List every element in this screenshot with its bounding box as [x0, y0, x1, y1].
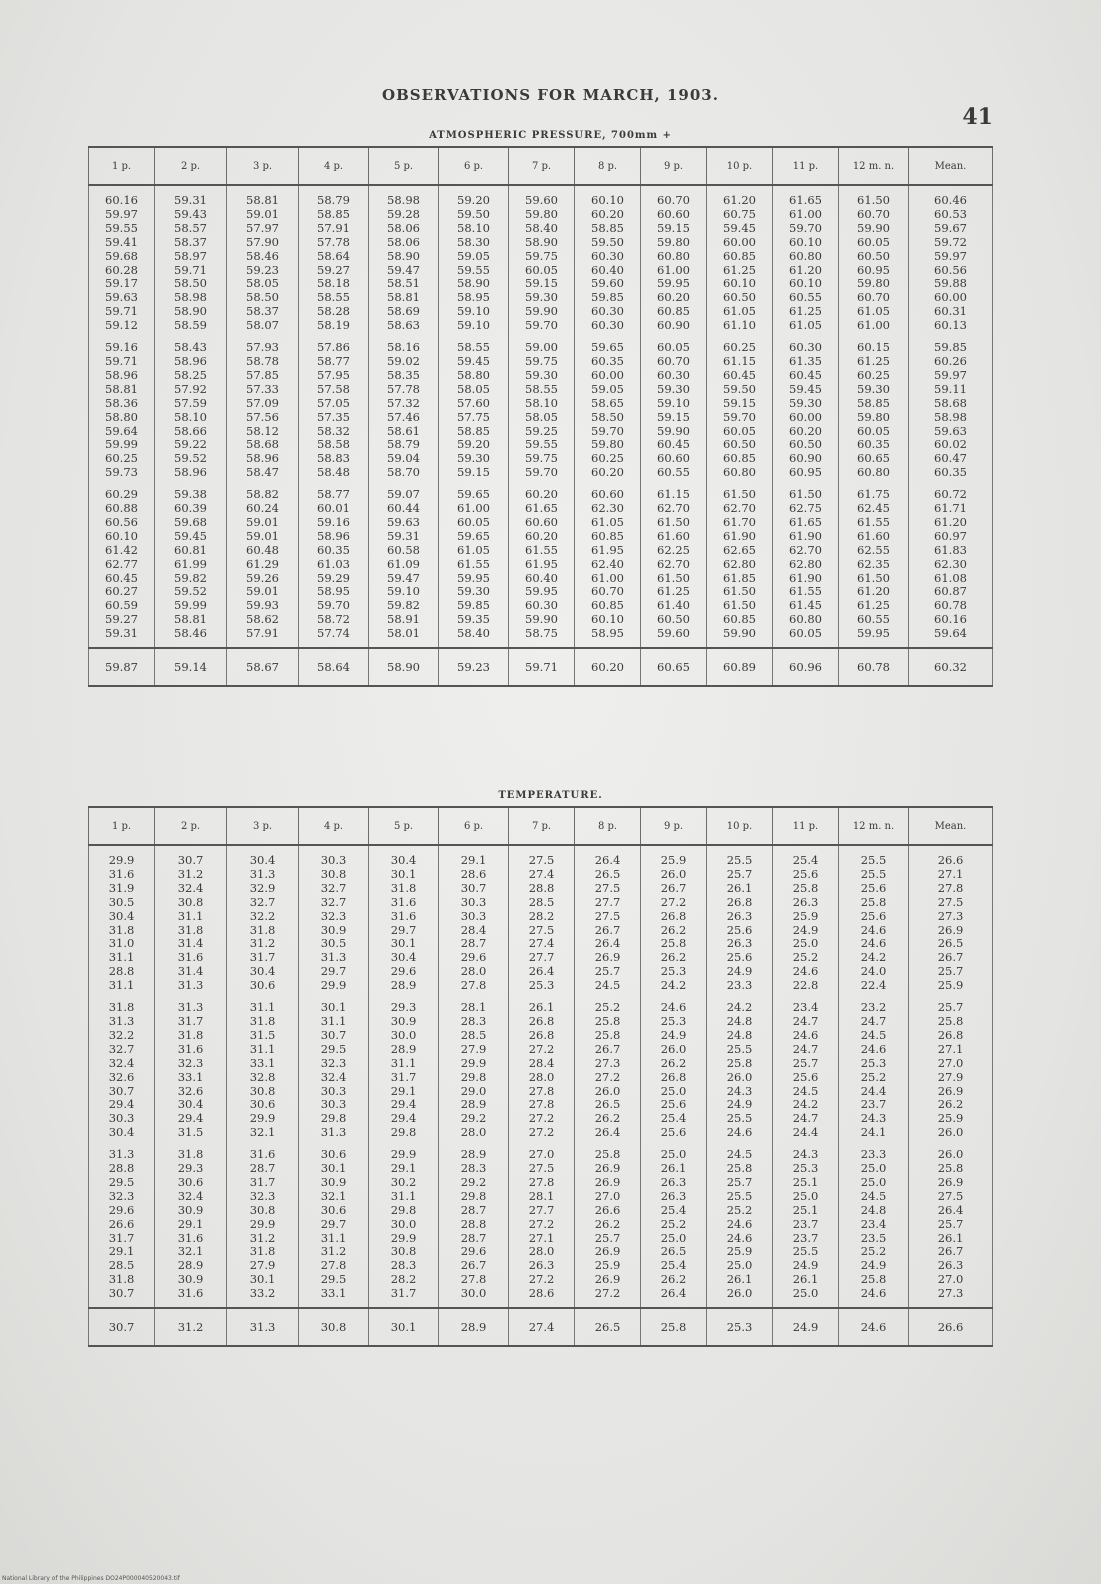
pressure-monthly-mean: 60.96	[773, 648, 839, 686]
temperature-mean-cell: 26.6 27.1 27.8 27.5 27.3 26.9 26.5 26.7 25.7 25.9	[909, 845, 993, 993]
temperature-cell: 24.3 25.3 25.1 25.0 25.1 23.7 23.7 25.5 24.9 26.1 25.0	[773, 1140, 839, 1308]
pressure-block-1	[89, 185, 993, 333]
pressure-cell: 61.75 62.45 61.55 61.60 62.55 62.35 61.50 61.20 61.25 60.55 59.95	[839, 480, 909, 648]
pressure-cell: 60.29 60.88 60.56 60.10 61.42 62.77 60.45 60.27 60.59 59.27 59.31	[89, 480, 155, 648]
temperature-header-11p: 11 p.	[773, 807, 839, 845]
temperature-cell: 30.4 30.1 31.8 31.6 31.6 29.7 30.1 30.4 29.6 28.9	[369, 845, 439, 993]
temperature-cell: 30.6 30.1 30.9 32.1 30.6 29.7 31.1 31.2 27.8 29.5 33.1	[299, 1140, 369, 1308]
pressure-cell: 61.20 60.75 59.45 60.00 60.85 61.25 60.10 60.50 61.05 61.10	[707, 185, 773, 333]
pressure-cell: 59.16 59.71 58.96 58.81 58.36 58.80 59.64 59.99 60.25 59.73	[89, 333, 155, 480]
pressure-table	[88, 146, 993, 687]
temperature-block-2	[89, 993, 993, 1140]
temperature-cell: 29.1 28.6 30.7 30.3 30.3 28.4 28.7 29.6 28.0 27.8	[439, 845, 509, 993]
temperature-cell: 28.1 28.3 28.5 27.9 29.9 29.8 29.0 28.9 29.2 28.0	[439, 993, 509, 1140]
temperature-cell: 30.4 31.3 32.9 32.7 32.2 31.8 31.2 31.7 30.4 30.6	[227, 845, 299, 993]
temperature-cell: 28.9 28.3 29.2 29.8 28.7 28.8 28.7 29.6 26.7 27.8 30.0	[439, 1140, 509, 1308]
archive-footer: National Library of the Philippines DO24P000040520043.tif	[2, 1575, 180, 1582]
pressure-monthly-mean: 59.23	[439, 648, 509, 686]
pressure-monthly-mean: 58.67	[227, 648, 299, 686]
temperature-cell: 25.5 25.5 25.6 25.8 25.6 24.6 24.6 24.2 24.0 22.4	[839, 845, 909, 993]
pressure-cell: 59.07 60.44 59.63 59.31 60.58 61.09 59.47 59.10 59.82 58.91 58.01	[369, 480, 439, 648]
pressure-monthly-mean: 60.78	[839, 648, 909, 686]
pressure-cell: 59.65 61.00 60.05 59.65 61.05 61.55 59.95 59.30 59.85 59.35 58.40	[439, 480, 509, 648]
temperature-cell: 25.2 25.8 25.8 26.7 27.3 27.2 26.0 26.5 26.2 26.4	[575, 993, 641, 1140]
temperature-header-9p: 9 p.	[641, 807, 707, 845]
pressure-cell: 60.30 61.35 60.45 59.45 59.30 60.00 60.20 60.50 60.90 60.95	[773, 333, 839, 480]
pressure-cell: 58.98 59.28 58.06 58.06 58.90 59.47 58.51 58.81 58.69 58.63	[369, 185, 439, 333]
pressure-cell: 58.82 60.24 59.01 59.01 60.48 61.29 59.26 59.01 59.93 58.62 57.91	[227, 480, 299, 648]
temperature-cell: 29.3 30.9 30.0 28.9 31.1 31.7 29.1 29.4 29.4 29.8	[369, 993, 439, 1140]
pressure-cell: 60.25 61.15 60.45 59.50 59.15 59.70 60.05 60.50 60.85 60.80	[707, 333, 773, 480]
pressure-cell: 58.55 59.45 58.80 58.05 57.60 57.75 58.85 59.20 59.30 59.15	[439, 333, 509, 480]
pressure-cell: 59.38 60.39 59.68 59.45 60.81 61.99 59.82 59.52 59.99 58.81 58.46	[155, 480, 227, 648]
temperature-cell: 30.7 31.2 32.4 30.8 31.1 31.8 31.4 31.6 31.4 31.3	[155, 845, 227, 993]
pressure-cell: 58.43 58.96 58.25 57.92 57.59 58.10 58.66 59.22 59.52 58.96	[155, 333, 227, 480]
pressure-cell: 61.65 61.00 59.70 60.10 60.80 61.20 60.10 60.55 61.25 61.05	[773, 185, 839, 333]
pressure-mean-cell: 60.46 60.53 59.67 59.72 59.97 60.56 59.88 60.00 60.31 60.13	[909, 185, 993, 333]
page-number: 41	[962, 104, 993, 130]
pressure-monthly-mean: 59.71	[509, 648, 575, 686]
pressure-cell: 61.50 62.70 61.70 61.90 62.65 62.80 61.85 61.50 61.50 60.85 59.90	[707, 480, 773, 648]
temperature-monthly-mean: 26.5	[575, 1308, 641, 1346]
temperature-monthly-mean: 30.8	[299, 1308, 369, 1346]
temperature-monthly-mean: 30.1	[369, 1308, 439, 1346]
temperature-monthly-mean: 27.4	[509, 1308, 575, 1346]
temperature-header-10p: 10 p.	[707, 807, 773, 845]
temperature-monthly-mean: 30.7	[89, 1308, 155, 1346]
temperature-cell: 25.0 26.1 26.3 26.3 25.4 25.2 25.0 26.5 25.4 26.2 26.4	[641, 1140, 707, 1308]
temperature-header-6p: 6 p.	[439, 807, 509, 845]
pressure-header-6p: 6 p.	[439, 147, 509, 185]
temperature-header-3p: 3 p.	[227, 807, 299, 845]
pressure-monthly-mean: 59.87	[89, 648, 155, 686]
temperature-cell: 23.2 24.7 24.5 24.6 25.3 25.2 24.4 23.7 24.3 24.1	[839, 993, 909, 1140]
pressure-cell: 59.31 59.43 58.57 58.37 58.97 59.71 58.50 58.98 58.90 58.59	[155, 185, 227, 333]
temperature-cell: 27.0 27.5 27.8 28.1 27.7 27.2 27.1 28.0 26.3 27.2 28.6	[509, 1140, 575, 1308]
temperature-header-4p: 4 p.	[299, 807, 369, 845]
temperature-header-8p: 8 p.	[575, 807, 641, 845]
pressure-monthly-mean: 58.90	[369, 648, 439, 686]
pressure-header-2p: 2 p.	[155, 147, 227, 185]
temperature-header-12mn: 12 m. n.	[839, 807, 909, 845]
temperature-header-mean: Mean.	[909, 807, 993, 845]
pressure-monthly-mean: 60.65	[641, 648, 707, 686]
pressure-cell: 60.15 61.25 60.25 59.30 58.85 59.80 60.05 60.35 60.65 60.80	[839, 333, 909, 480]
page-title: OBSERVATIONS FOR MARCH, 1903.	[382, 86, 719, 104]
pressure-monthly-mean: 59.14	[155, 648, 227, 686]
pressure-cell: 58.81 59.01 57.97 57.90 58.46 59.23 58.05 58.50 58.37 58.07	[227, 185, 299, 333]
pressure-monthly-mean: 60.32	[909, 648, 993, 686]
pressure-cell: 60.70 60.60 59.15 59.80 60.80 61.00 59.95 60.20 60.85 60.90	[641, 185, 707, 333]
pressure-cell: 59.20 59.50 58.10 58.30 59.05 59.55 58.90 58.95 59.10 59.10	[439, 185, 509, 333]
pressure-cell: 57.93 58.78 57.85 57.33 57.09 57.56 58.12 58.68 58.96 58.47	[227, 333, 299, 480]
temperature-monthly-mean: 24.9	[773, 1308, 839, 1346]
temperature-cell: 31.8 29.3 30.6 32.4 30.9 29.1 31.6 32.1 28.9 30.9 31.6	[155, 1140, 227, 1308]
pressure-cell: 60.10 60.20 58.85 59.50 60.30 60.40 59.60 59.85 60.30 60.30	[575, 185, 641, 333]
temperature-cell: 26.4 26.5 27.5 27.7 27.5 26.7 26.4 26.9 25.7 24.5	[575, 845, 641, 993]
pressure-mean-cell: 60.72 61.71 61.20 60.97 61.83 62.30 61.08 60.87 60.78 60.16 59.64	[909, 480, 993, 648]
temperature-cell: 25.9 26.0 26.7 27.2 26.8 26.2 25.8 26.2 25.3 24.2	[641, 845, 707, 993]
pressure-header-12mn: 12 m. n.	[839, 147, 909, 185]
pressure-block-2	[89, 333, 993, 480]
temperature-header-7p: 7 p.	[509, 807, 575, 845]
temperature-cell: 25.5 25.7 26.1 26.8 26.3 25.6 26.3 25.6 24.9 23.3	[707, 845, 773, 993]
temperature-block-3	[89, 1140, 993, 1308]
temperature-header-1p: 1 p.	[89, 807, 155, 845]
pressure-cell: 61.50 62.75 61.65 61.90 62.70 62.80 61.90 61.55 61.45 60.80 60.05	[773, 480, 839, 648]
temperature-monthly-mean: 26.6	[909, 1308, 993, 1346]
pressure-header-8p: 8 p.	[575, 147, 641, 185]
temperature-cell: 31.3 28.8 29.5 32.3 29.6 26.6 31.7 29.1 28.5 31.8 30.7	[89, 1140, 155, 1308]
pressure-cell: 58.79 58.85 57.91 57.78 58.64 59.27 58.18 58.55 58.28 58.19	[299, 185, 369, 333]
pressure-cell: 60.16 59.97 59.55 59.41 59.68 60.28 59.17 59.63 59.71 59.12	[89, 185, 155, 333]
temperature-table	[88, 806, 993, 1347]
pressure-subtitle: ATMOSPHERIC PRESSURE, 700mm +	[429, 130, 672, 141]
pressure-header-9p: 9 p.	[641, 147, 707, 185]
temperature-monthly-mean-row	[89, 1308, 993, 1346]
temperature-cell: 31.1 31.8 31.5 31.1 33.1 32.8 30.8 30.6 29.9 32.1	[227, 993, 299, 1140]
pressure-header-7p: 7 p.	[509, 147, 575, 185]
temperature-monthly-mean: 31.2	[155, 1308, 227, 1346]
pressure-monthly-mean-row	[89, 648, 993, 686]
pressure-cell: 57.86 58.77 57.95 57.58 57.05 57.35 58.32 58.58 58.83 58.48	[299, 333, 369, 480]
pressure-header-1p: 1 p.	[89, 147, 155, 185]
temperature-cell: 27.5 27.4 28.8 28.5 28.2 27.5 27.4 27.7 26.4 25.3	[509, 845, 575, 993]
pressure-header-11p: 11 p.	[773, 147, 839, 185]
temperature-cell: 31.3 31.7 31.8 31.6 32.3 33.1 32.6 30.4 29.4 31.5	[155, 993, 227, 1140]
temperature-cell: 26.1 26.8 26.8 27.2 28.4 28.0 27.8 27.8 27.2 27.2	[509, 993, 575, 1140]
temperature-cell: 23.4 24.7 24.6 24.7 25.7 25.6 24.5 24.2 24.7 24.4	[773, 993, 839, 1140]
temperature-header-row	[89, 807, 993, 845]
pressure-cell: 59.00 59.75 59.30 58.55 58.10 58.05 59.25 59.55 59.75 59.70	[509, 333, 575, 480]
temperature-header-2p: 2 p.	[155, 807, 227, 845]
temperature-cell: 25.8 26.9 26.9 27.0 26.6 26.2 25.7 26.9 25.9 26.9 27.2	[575, 1140, 641, 1308]
temperature-cell: 30.3 30.8 32.7 32.7 32.3 30.9 30.5 31.3 29.7 29.9	[299, 845, 369, 993]
temperature-cell: 29.9 29.1 30.2 31.1 29.8 30.0 29.9 30.8 28.3 28.2 31.7	[369, 1140, 439, 1308]
pressure-cell: 61.15 62.70 61.50 61.60 62.25 62.70 61.50 61.25 61.40 60.50 59.60	[641, 480, 707, 648]
temperature-cell: 30.1 31.1 30.7 29.5 32.3 32.4 30.3 30.3 29.8 31.3	[299, 993, 369, 1140]
temperature-cell: 31.6 28.7 31.7 32.3 30.8 29.9 31.2 31.8 27.9 30.1 33.2	[227, 1140, 299, 1308]
temperature-monthly-mean: 28.9	[439, 1308, 509, 1346]
pressure-cell: 58.16 59.02 58.35 57.78 57.32 57.46 58.61 58.79 59.04 58.70	[369, 333, 439, 480]
temperature-subtitle: TEMPERATURE.	[498, 790, 603, 801]
temperature-mean-cell: 25.7 25.8 26.8 27.1 27.0 27.9 26.9 26.2 25.9 26.0	[909, 993, 993, 1140]
pressure-cell: 59.65 60.35 60.00 59.05 58.65 58.50 59.70 59.80 60.25 60.20	[575, 333, 641, 480]
temperature-mean-cell: 26.0 25.8 26.9 27.5 26.4 25.7 26.1 26.7 26.3 27.0 27.3	[909, 1140, 993, 1308]
temperature-monthly-mean: 31.3	[227, 1308, 299, 1346]
pressure-monthly-mean: 60.89	[707, 648, 773, 686]
pressure-cell: 60.60 62.30 61.05 60.85 61.95 62.40 61.00 60.70 60.85 60.10 58.95	[575, 480, 641, 648]
temperature-monthly-mean: 25.3	[707, 1308, 773, 1346]
pressure-cell: 60.05 60.70 60.30 59.30 59.10 59.15 59.90 60.45 60.60 60.55	[641, 333, 707, 480]
pressure-header-4p: 4 p.	[299, 147, 369, 185]
pressure-header-row	[89, 147, 993, 185]
temperature-cell: 25.4 25.6 25.8 26.3 25.9 24.9 25.0 25.2 24.6 22.8	[773, 845, 839, 993]
pressure-header-5p: 5 p.	[369, 147, 439, 185]
temperature-cell: 23.3 25.0 25.0 24.5 24.8 23.4 23.5 25.2 24.9 25.8 24.6	[839, 1140, 909, 1308]
pressure-cell: 59.60 59.80 58.40 58.90 59.75 60.05 59.15 59.30 59.90 59.70	[509, 185, 575, 333]
pressure-mean-cell: 59.85 60.26 59.97 59.11 58.68 58.98 59.63 60.02 60.47 60.35	[909, 333, 993, 480]
pressure-monthly-mean: 58.64	[299, 648, 369, 686]
temperature-cell: 31.8 31.3 32.2 32.7 32.4 32.6 30.7 29.4 30.3 30.4	[89, 993, 155, 1140]
temperature-cell: 24.2 24.8 24.8 25.5 25.8 26.0 24.3 24.9 25.5 24.6	[707, 993, 773, 1140]
temperature-header-5p: 5 p.	[369, 807, 439, 845]
pressure-monthly-mean: 60.20	[575, 648, 641, 686]
temperature-block-1	[89, 845, 993, 993]
pressure-header-mean: Mean.	[909, 147, 993, 185]
pressure-cell: 61.50 60.70 59.90 60.05 60.50 60.95 59.80 60.70 61.05 61.00	[839, 185, 909, 333]
pressure-header-3p: 3 p.	[227, 147, 299, 185]
pressure-cell: 60.20 61.65 60.60 60.20 61.55 61.95 60.40 59.95 60.30 59.90 58.75	[509, 480, 575, 648]
pressure-header-10p: 10 p.	[707, 147, 773, 185]
temperature-cell: 24.5 25.8 25.7 25.5 25.2 24.6 24.6 25.9 25.0 26.1 26.0	[707, 1140, 773, 1308]
pressure-cell: 58.77 60.01 59.16 58.96 60.35 61.03 59.29 58.95 59.70 58.72 57.74	[299, 480, 369, 648]
temperature-monthly-mean: 25.8	[641, 1308, 707, 1346]
temperature-cell: 29.9 31.6 31.9 30.5 30.4 31.8 31.0 31.1 28.8 31.1	[89, 845, 155, 993]
temperature-monthly-mean: 24.6	[839, 1308, 909, 1346]
pressure-block-3	[89, 480, 993, 648]
temperature-cell: 24.6 25.3 24.9 26.0 26.2 26.8 25.0 25.6 25.4 25.6	[641, 993, 707, 1140]
